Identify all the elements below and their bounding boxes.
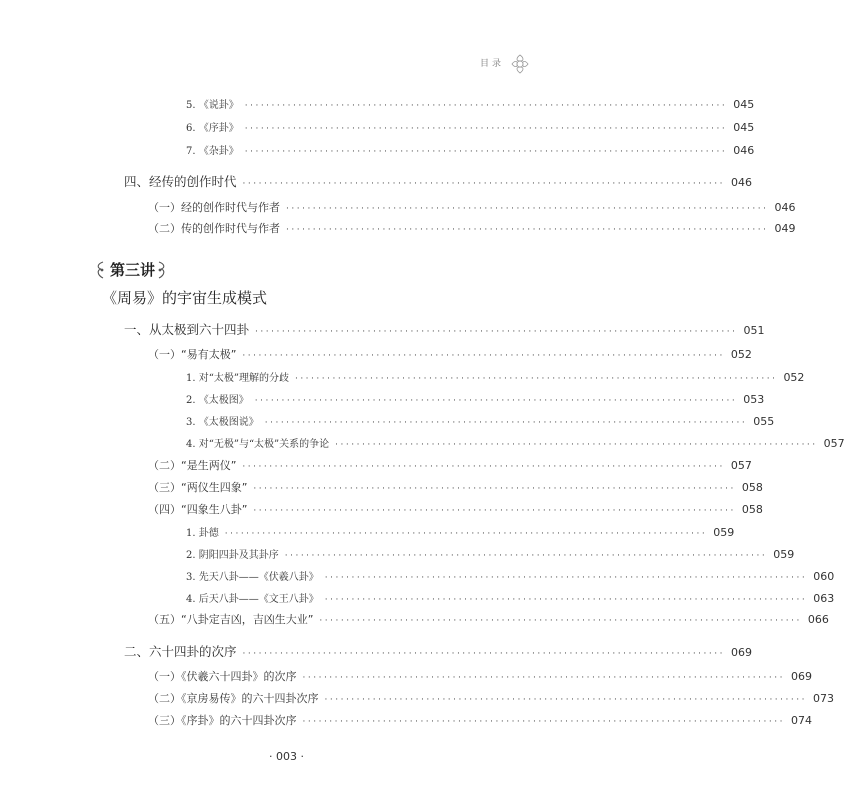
- toc-entry-title: （四）“四象生八卦”: [148, 503, 248, 516]
- toc-entry[interactable]: [148, 501, 763, 519]
- dot-leader: ··························································································: [286, 225, 769, 235]
- scroll-ornament-icon: [94, 260, 106, 280]
- dot-leader: ··························································································: [286, 204, 769, 214]
- running-header: [440, 53, 530, 77]
- toc-entry[interactable]: [186, 413, 775, 431]
- toc-entry-title: （二）《京房易传》的六十四卦次序: [148, 692, 319, 705]
- toc-entry-page: 057: [823, 437, 845, 450]
- toc-entry-title: 4. 对“无极”与“太极”关系的争论: [186, 439, 330, 450]
- toc-entry-title: 4. 后天八卦——《文王八卦》: [186, 594, 319, 605]
- toc-entry[interactable]: [186, 391, 765, 409]
- toc-entry-page: 046: [774, 201, 796, 214]
- page-number: · 003 ·: [269, 750, 304, 763]
- toc-entry-page: 058: [741, 503, 763, 516]
- toc-entry[interactable]: [186, 119, 755, 137]
- dot-leader: ··························································································: [284, 551, 768, 561]
- toc-entry[interactable]: [148, 712, 812, 730]
- toc-entry-page: 063: [813, 592, 835, 605]
- toc-entry-page: 046: [731, 176, 752, 189]
- toc-entry-page: 057: [730, 459, 752, 472]
- toc-entry[interactable]: [186, 142, 755, 160]
- toc-entry-page: 069: [790, 670, 812, 683]
- toc-entry-page: 053: [743, 393, 765, 406]
- toc-entry-page: 069: [731, 646, 752, 659]
- toc-section-entry[interactable]: [124, 172, 752, 190]
- toc-entry-page: 052: [730, 348, 752, 361]
- dot-leader: ··························································································: [244, 101, 728, 111]
- dot-leader: ··························································································: [294, 374, 778, 384]
- dot-leader: ··························································································: [254, 396, 738, 406]
- toc-entry-title: 3. 先天八卦——《伏羲八卦》: [186, 572, 319, 583]
- toc-entry[interactable]: [148, 199, 796, 217]
- toc-entry[interactable]: [148, 611, 829, 629]
- toc-entry[interactable]: [186, 435, 845, 453]
- toc-entry-page: 045: [733, 121, 755, 134]
- toc-entry-title: 1. 卦德: [186, 528, 219, 539]
- toc-entry-page: 049: [774, 222, 796, 235]
- header-label: 目录: [479, 59, 504, 69]
- ornament-flourish-icon: [510, 53, 530, 75]
- dot-leader: ··························································································: [255, 327, 738, 337]
- toc-entry-page: 055: [753, 415, 775, 428]
- toc-entry-page: 059: [773, 548, 795, 561]
- toc-entry-title: （三）《序卦》的六十四卦次序: [148, 714, 297, 727]
- toc-section-entry[interactable]: [124, 642, 752, 660]
- toc-entry-title: （五）“八卦定吉凶，吉凶生大业”: [148, 613, 314, 626]
- dot-leader: ··························································································: [302, 717, 785, 727]
- toc-entry[interactable]: [148, 690, 834, 708]
- toc-entry-page: 046: [733, 144, 755, 157]
- toc-entry-title: 四、经传的创作时代: [124, 174, 237, 189]
- toc-entry-title: 1. 对“太极”理解的分歧: [186, 373, 289, 384]
- toc-entry[interactable]: [148, 346, 752, 364]
- toc-entry-title: 2. 阴阳四卦及其卦序: [186, 550, 279, 561]
- dot-leader: ··························································································: [319, 616, 802, 626]
- dot-leader: ··························································································: [242, 649, 725, 659]
- dot-leader: ··························································································: [302, 673, 785, 683]
- toc-entry-page: 045: [733, 98, 755, 111]
- toc-entry-page: 066: [807, 613, 829, 626]
- toc-entry-page: 059: [713, 526, 735, 539]
- toc-entry-title: （一）经的创作时代与作者: [148, 201, 280, 214]
- dot-leader: ··························································································: [224, 529, 708, 539]
- toc-entry-page: 060: [813, 570, 835, 583]
- chapter-heading: [94, 258, 314, 282]
- dot-leader: ··························································································: [244, 124, 728, 134]
- toc-entry-page: 073: [812, 692, 834, 705]
- toc-entry[interactable]: [186, 568, 835, 586]
- dot-leader: ··························································································: [324, 573, 808, 583]
- toc-entry-title: （三）“两仪生四象”: [148, 481, 248, 494]
- toc-entry-title: 5. 《说卦》: [186, 100, 239, 111]
- toc-entry-page: 058: [741, 481, 763, 494]
- toc-entry-title: 一、从太极到六十四卦: [124, 322, 250, 337]
- toc-section-entry[interactable]: [124, 320, 765, 338]
- toc-entry[interactable]: [148, 457, 752, 475]
- toc-entry-title: （一）《伏羲六十四卦》的次序: [148, 670, 297, 683]
- toc-entry[interactable]: [148, 668, 812, 686]
- toc-entry-title: （一）“易有太极”: [148, 348, 237, 361]
- dot-leader: ··························································································: [242, 351, 725, 361]
- dot-leader: ··························································································: [242, 462, 725, 472]
- chapter-title: 《周易》的宇宙生成模式: [102, 289, 268, 307]
- chapter-label: 第三讲: [110, 261, 156, 279]
- toc-entry[interactable]: [186, 590, 835, 608]
- scroll-ornament-icon: [156, 260, 168, 280]
- toc-entry-title: （二）“是生两仪”: [148, 459, 237, 472]
- dot-leader: ··························································································: [335, 440, 818, 450]
- toc-entry-page: 051: [743, 324, 765, 337]
- dot-leader: ··························································································: [253, 484, 736, 494]
- toc-entry-title: 7. 《杂卦》: [186, 146, 239, 157]
- dot-leader: ··························································································: [324, 595, 808, 605]
- toc-entry[interactable]: [148, 479, 763, 497]
- dot-leader: ··························································································: [253, 506, 736, 516]
- dot-leader: ··························································································: [264, 418, 748, 428]
- toc-entry[interactable]: [148, 220, 796, 238]
- toc-entry-title: 6. 《序卦》: [186, 123, 239, 134]
- toc-entry-title: 二、六十四卦的次序: [124, 644, 237, 659]
- toc-entry-title: 2. 《太极图》: [186, 395, 249, 406]
- toc-entry-page: 074: [790, 714, 812, 727]
- dot-leader: ··························································································: [244, 147, 728, 157]
- toc-entry-page: 052: [783, 371, 805, 384]
- toc-entry-title: 3. 《太极图说》: [186, 417, 259, 428]
- dot-leader: ··························································································: [242, 179, 725, 189]
- toc-entry[interactable]: [186, 96, 755, 114]
- toc-entry[interactable]: [186, 546, 795, 564]
- toc-entry[interactable]: [186, 369, 805, 387]
- dot-leader: ··························································································: [324, 695, 807, 705]
- toc-entry-title: （二）传的创作时代与作者: [148, 222, 280, 235]
- toc-entry[interactable]: [186, 524, 735, 542]
